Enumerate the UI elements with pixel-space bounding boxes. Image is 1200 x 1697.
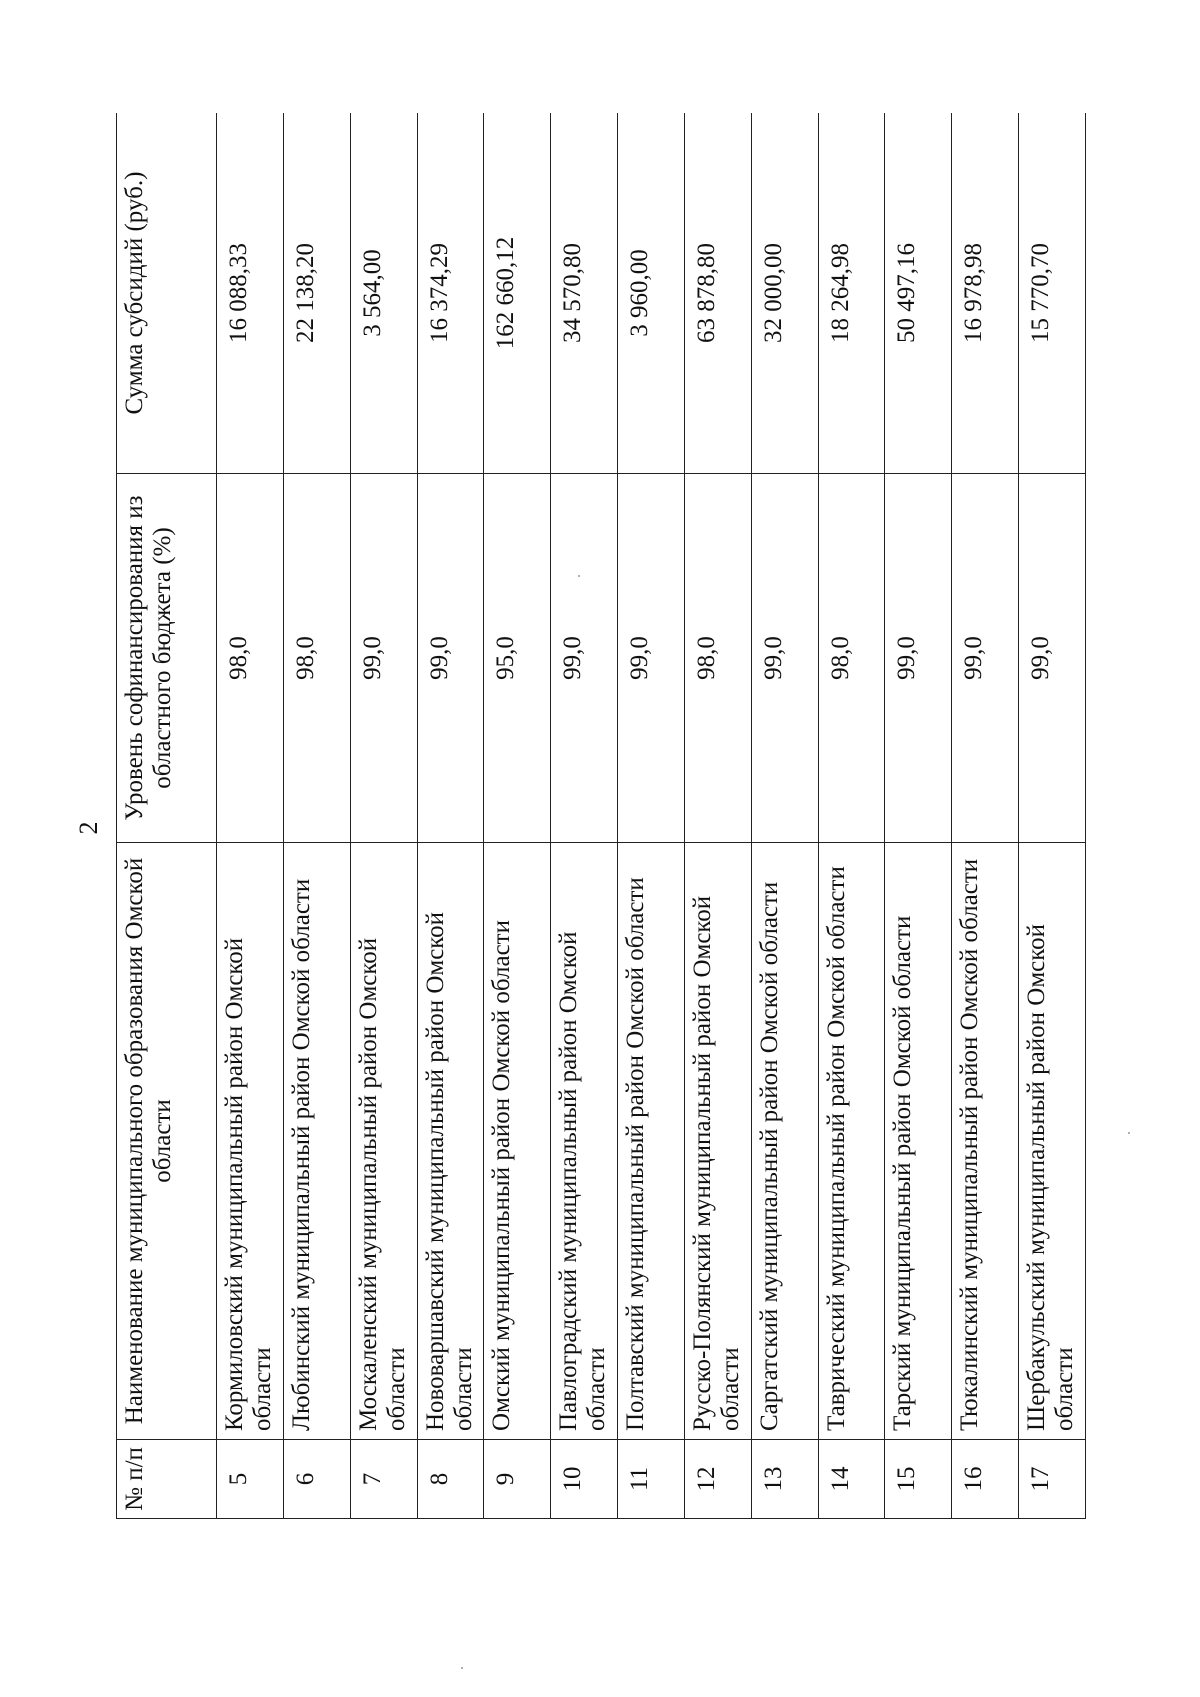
table-row	[1019, 113, 1086, 1519]
table-row	[283, 113, 350, 1519]
row-number: 8	[417, 1440, 484, 1519]
table-row	[350, 113, 417, 1519]
row-subsidy-sum: 22 138,20	[283, 113, 350, 474]
table-row	[618, 113, 685, 1519]
row-cofinancing-level: 98,0	[684, 474, 751, 843]
row-cofinancing-level: 99,0	[618, 474, 685, 843]
row-number: 16	[952, 1440, 1019, 1519]
row-municipality-name: Омский муниципальный район Омской области	[484, 843, 551, 1440]
row-cofinancing-level: 99,0	[551, 474, 618, 843]
row-number: 11	[618, 1440, 685, 1519]
row-cofinancing-level: 99,0	[751, 474, 818, 843]
row-subsidy-sum: 50 497,16	[885, 113, 952, 474]
scan-speck	[461, 1667, 463, 1669]
header-num: № п/п	[117, 1440, 217, 1519]
row-number: 5	[217, 1440, 284, 1519]
table-row	[952, 113, 1019, 1519]
row-municipality-name: Шербакульский муниципальный район Омской области	[1019, 843, 1086, 1440]
header-level: Уровень софинансирования из областного бюджета (%)	[117, 474, 217, 843]
row-subsidy-sum: 16 088,33	[217, 113, 284, 474]
row-municipality-name: Кормиловский муниципальный район Омской области	[217, 843, 284, 1440]
row-municipality-name: Москаленский муниципальный район Омской области	[350, 843, 417, 1440]
table-row	[217, 113, 284, 1519]
rotated-content	[116, 113, 1086, 1519]
row-number: 15	[885, 1440, 952, 1519]
row-cofinancing-level: 98,0	[283, 474, 350, 843]
row-number: 7	[350, 1440, 417, 1519]
row-number: 17	[1019, 1440, 1086, 1519]
row-number: 6	[283, 1440, 350, 1519]
table-row	[818, 113, 885, 1519]
page-number: 2	[74, 821, 103, 835]
row-municipality-name: Нововаршавский муниципальный район Омской области	[417, 843, 484, 1440]
subsidy-table	[116, 113, 1086, 1519]
row-subsidy-sum: 18 264,98	[818, 113, 885, 474]
scan-speck	[1128, 1132, 1130, 1134]
header-name: Наименование муниципального образования Омской области	[117, 843, 217, 1440]
header-sum: Сумма субсидий (руб.)	[117, 113, 217, 474]
row-cofinancing-level: 98,0	[217, 474, 284, 843]
row-municipality-name: Саргатский муниципальный район Омской области	[751, 843, 818, 1440]
row-subsidy-sum: 3 960,00	[618, 113, 685, 474]
table-row	[885, 113, 952, 1519]
table-row	[551, 113, 618, 1519]
table-body	[217, 113, 1086, 1519]
row-number: 10	[551, 1440, 618, 1519]
row-subsidy-sum: 32 000,00	[751, 113, 818, 474]
row-municipality-name: Таврический муниципальный район Омской области	[818, 843, 885, 1440]
row-number: 14	[818, 1440, 885, 1519]
rotated-table-area	[116, 113, 1086, 1519]
row-cofinancing-level: 99,0	[350, 474, 417, 843]
row-municipality-name: Тюкалинский муниципальный район Омской области	[952, 843, 1019, 1440]
row-number: 9	[484, 1440, 551, 1519]
row-municipality-name: Полтавский муниципальный район Омской области	[618, 843, 685, 1440]
table-row	[484, 113, 551, 1519]
row-cofinancing-level: 99,0	[952, 474, 1019, 843]
row-cofinancing-level: 95,0	[484, 474, 551, 843]
row-cofinancing-level: 99,0	[1019, 474, 1086, 843]
table-row	[684, 113, 751, 1519]
scan-speck	[578, 575, 580, 577]
row-cofinancing-level: 99,0	[885, 474, 952, 843]
row-number: 12	[684, 1440, 751, 1519]
row-municipality-name: Любинский муниципальный район Омской области	[283, 843, 350, 1440]
row-subsidy-sum: 3 564,00	[350, 113, 417, 474]
table-row	[417, 113, 484, 1519]
row-cofinancing-level: 99,0	[417, 474, 484, 843]
row-subsidy-sum: 15 770,70	[1019, 113, 1086, 474]
row-subsidy-sum: 162 660,12	[484, 113, 551, 474]
table-row	[751, 113, 818, 1519]
row-number: 13	[751, 1440, 818, 1519]
row-subsidy-sum: 63 878,80	[684, 113, 751, 474]
row-subsidy-sum: 16 374,29	[417, 113, 484, 474]
row-subsidy-sum: 34 570,80	[551, 113, 618, 474]
row-cofinancing-level: 98,0	[818, 474, 885, 843]
row-municipality-name: Тарский муниципальный район Омской области	[885, 843, 952, 1440]
row-municipality-name: Павлоградский муниципальный район Омской области	[551, 843, 618, 1440]
row-municipality-name: Русско-Полянский муниципальный район Омской области	[684, 843, 751, 1440]
row-subsidy-sum: 16 978,98	[952, 113, 1019, 474]
table-header-row	[117, 113, 217, 1519]
